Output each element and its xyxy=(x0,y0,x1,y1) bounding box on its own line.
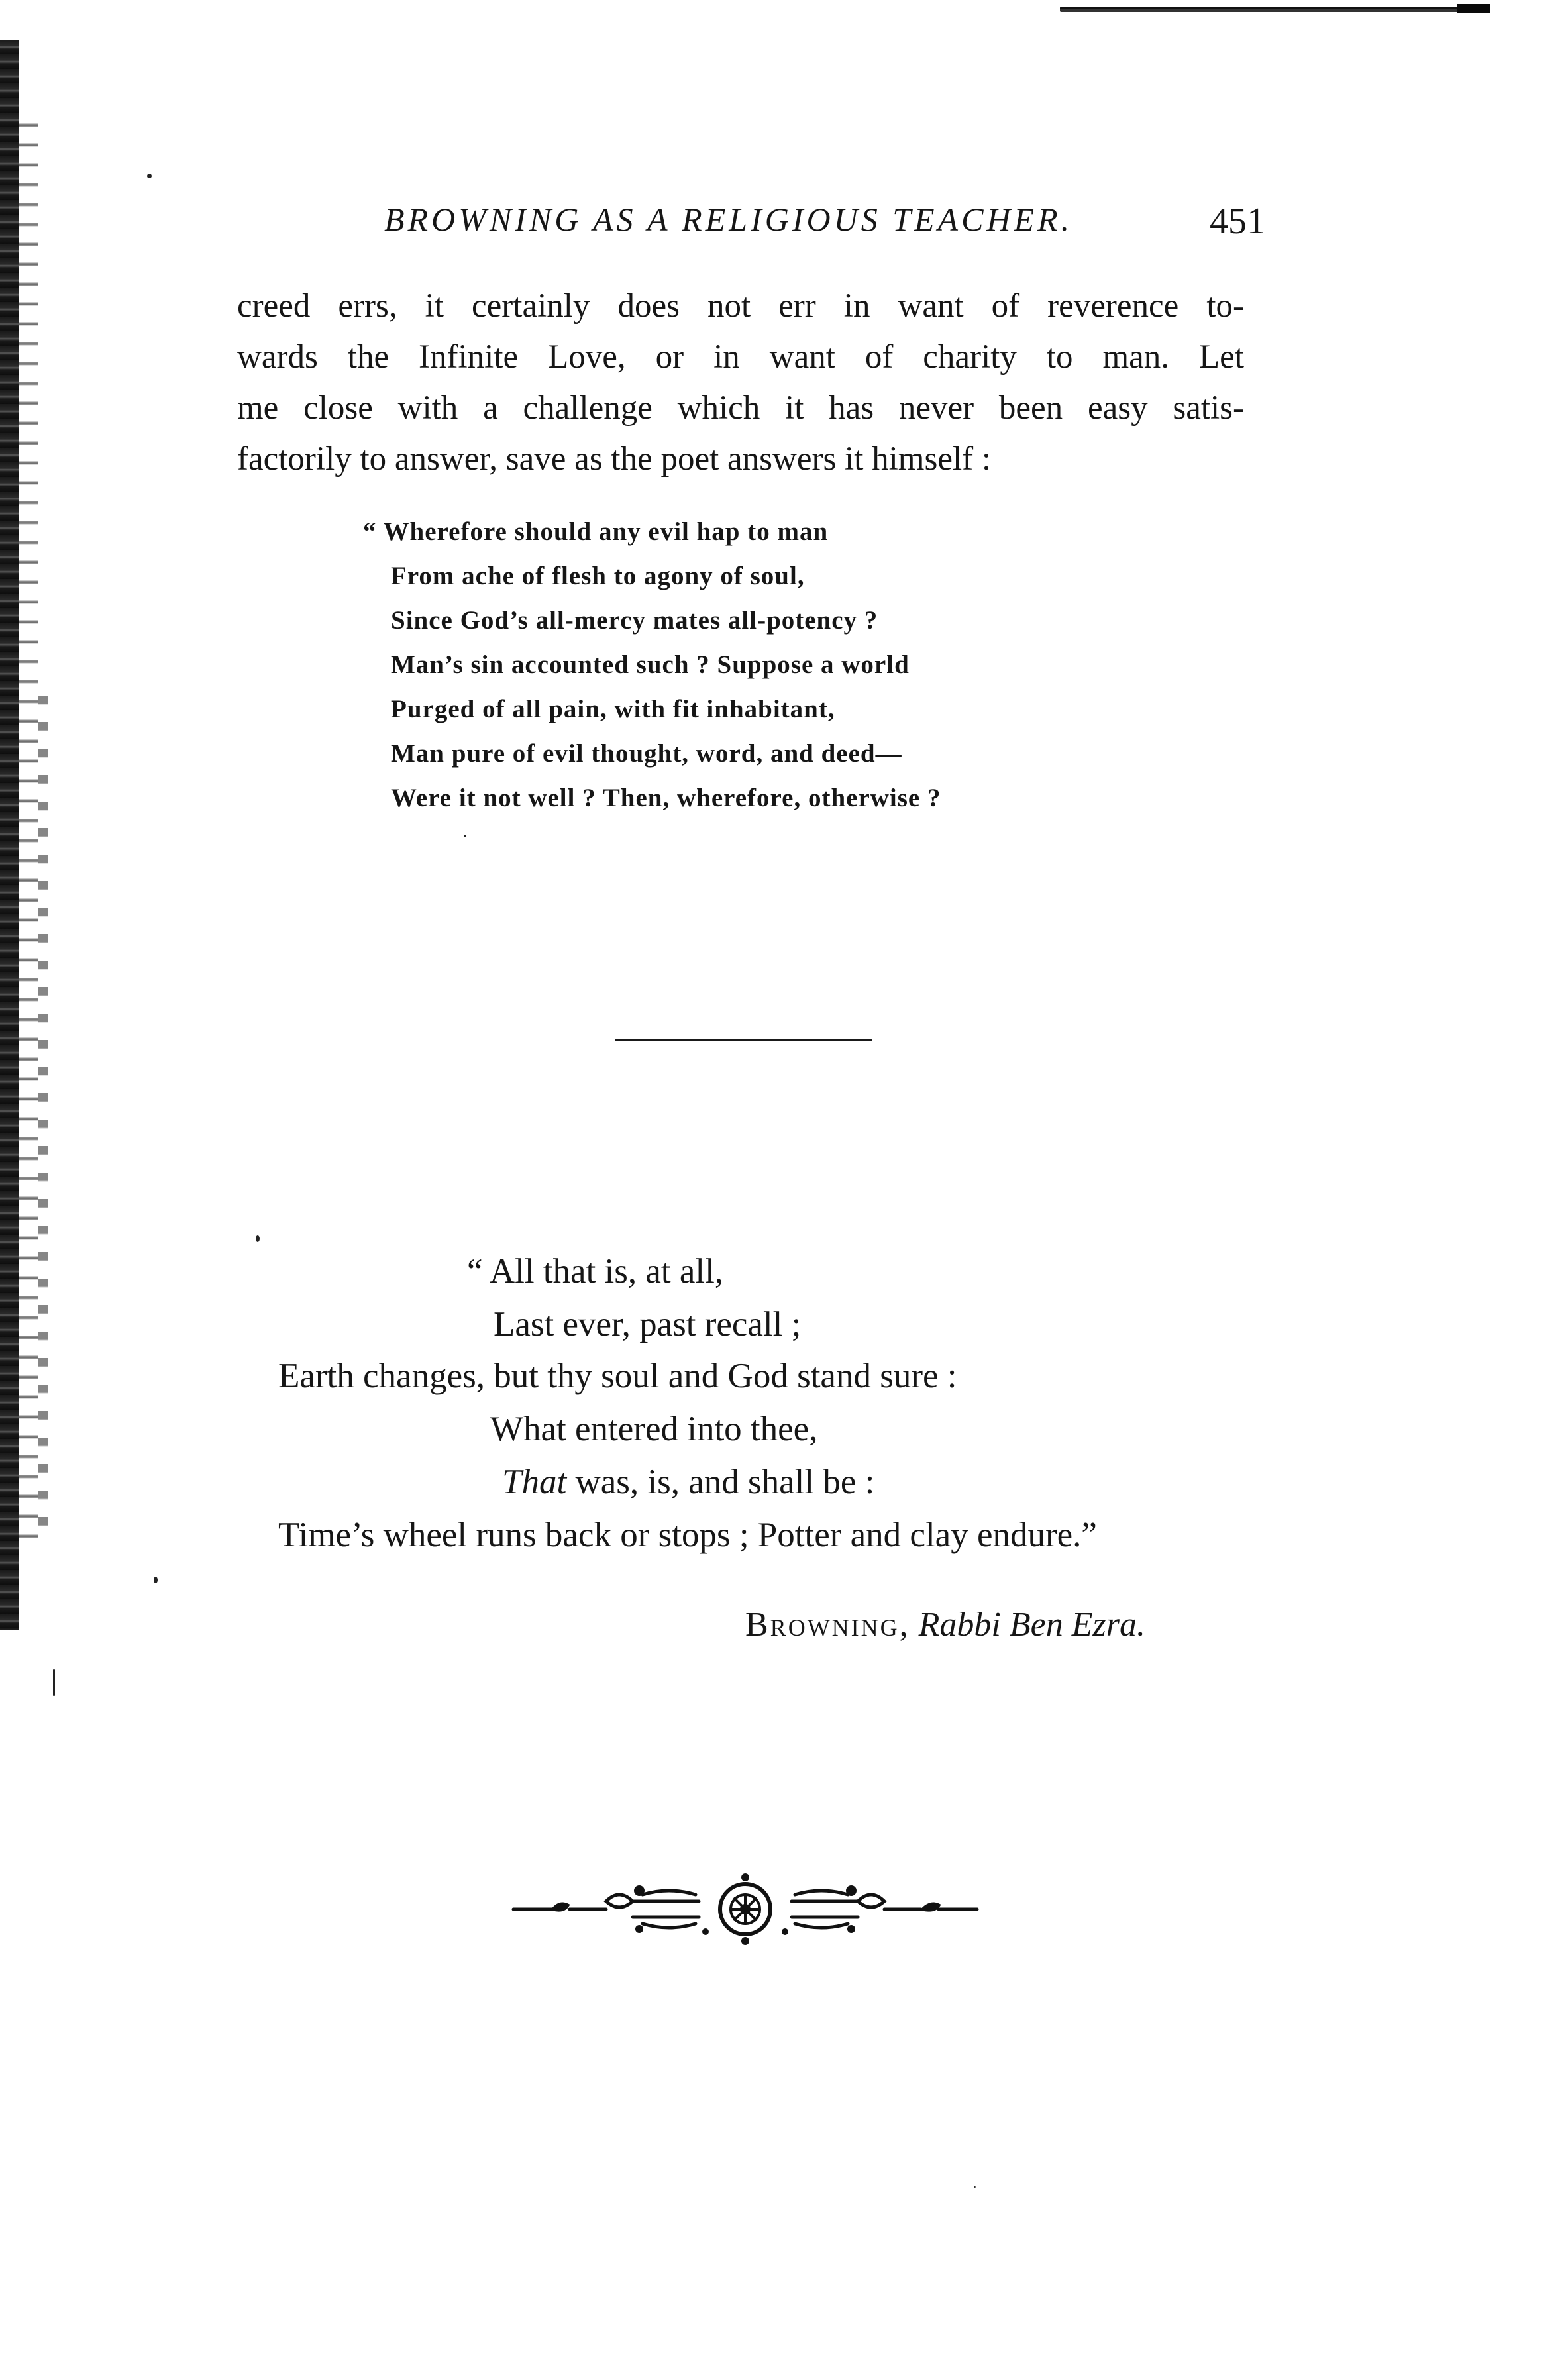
epigraph-line: Last ever, past recall ; xyxy=(494,1305,802,1343)
verse-line: Purged of all pain, with fit inhabitant, xyxy=(391,695,835,723)
binding-edge-shadow xyxy=(38,696,48,1544)
page-speck xyxy=(464,835,466,837)
epigraph-line xyxy=(502,1456,874,1508)
body-line: wards the Infinite Love, or in want of charity to man. Let xyxy=(237,339,1244,376)
binding-edge xyxy=(0,40,19,1630)
epigraph-emphasis: That xyxy=(502,1463,567,1501)
top-edge-rule-cap xyxy=(1457,4,1490,13)
body-line: creed errs, it certainly does not err in want of reverence to- xyxy=(237,288,1244,325)
epigraph-line: “ All that is, at all, xyxy=(467,1252,724,1290)
epigraph-line-rest: was, is, and shall be : xyxy=(566,1463,875,1501)
running-head xyxy=(384,200,1265,260)
page-speck xyxy=(53,1669,55,1696)
epigraph-line: Time’s wheel runs back or stops ; Potter and clay endure.” xyxy=(278,1516,1097,1554)
page-speck xyxy=(147,174,152,178)
page-speck xyxy=(256,1235,260,1242)
body-line: me close with a challenge which it has never been easy satis- xyxy=(237,390,1244,427)
verse-line: Man’s sin accounted such ? Suppose a world xyxy=(391,651,910,679)
top-edge-rule xyxy=(1060,7,1490,12)
verse-line: Since God’s all-mercy mates all-potency ? xyxy=(391,606,878,635)
attribution-author: Browning, xyxy=(745,1606,910,1644)
verse-line: Were it not well ? Then, wherefore, otherwise ? xyxy=(391,784,941,812)
body-line: factorily to answer, save as the poet answers it himself : xyxy=(237,441,992,478)
epigraph-line: Earth changes, but thy soul and God stand sure : xyxy=(278,1357,957,1395)
decorative-tailpiece-icon xyxy=(507,1868,984,1948)
epigraph-attribution xyxy=(745,1605,1145,1644)
section-divider xyxy=(615,1039,872,1041)
verse-line: From ache of flesh to agony of soul, xyxy=(391,562,805,590)
page-speck xyxy=(974,2186,976,2188)
running-title: BROWNING AS A RELIGIOUS TEACHER. xyxy=(384,201,1073,238)
attribution-work: Rabbi Ben Ezra. xyxy=(918,1606,1145,1644)
page-speck xyxy=(154,1577,158,1583)
verse-line: Man pure of evil thought, word, and deed— xyxy=(391,739,902,768)
verse-line: “ Wherefore should any evil hap to man xyxy=(363,517,829,546)
binding-edge-texture xyxy=(19,119,38,1544)
page-number: 451 xyxy=(1210,201,1265,242)
epigraph-line: What entered into thee, xyxy=(490,1410,818,1448)
